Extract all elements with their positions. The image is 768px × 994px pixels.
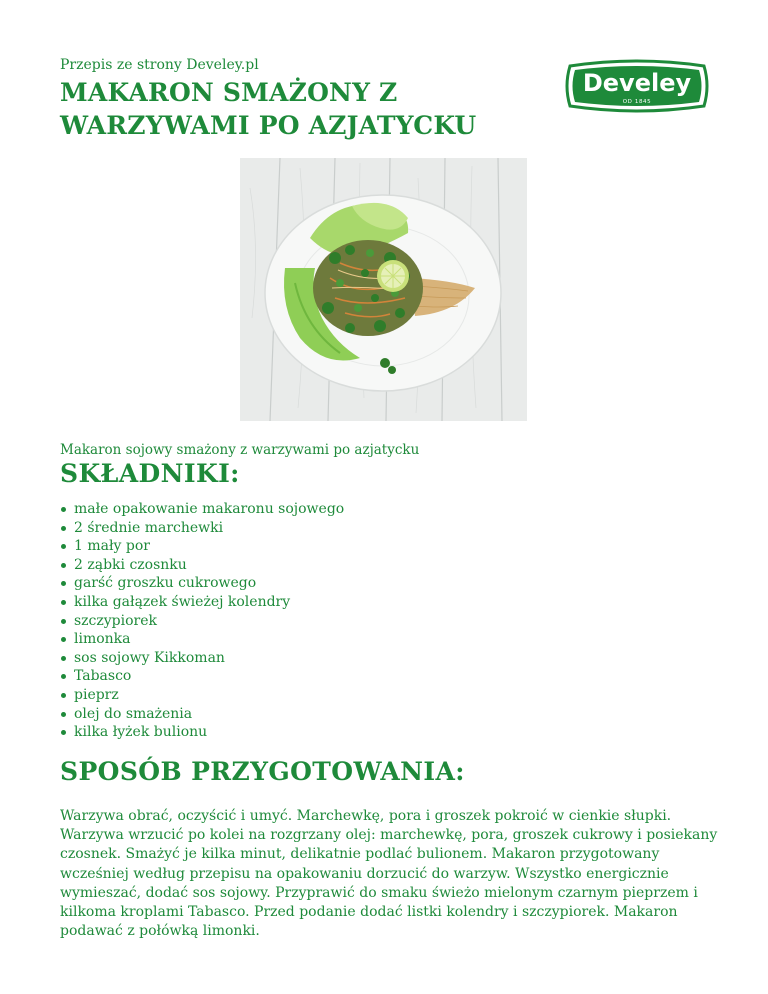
list-item (60, 686, 344, 705)
ingredient-text: małe opakowanie makaronu sojowego (74, 501, 345, 517)
ingredient-text: olej do smażenia (74, 705, 193, 722)
list-item (60, 574, 344, 593)
bullet-icon (61, 544, 66, 549)
logo-brand-text: Develey (582, 69, 692, 97)
list-item (60, 500, 344, 519)
ingredient-text: limonka (74, 631, 131, 648)
method-heading: SPOSÓB PRZYGOTOWANIA: (60, 757, 465, 786)
bullet-icon (61, 656, 66, 661)
bullet-icon (61, 581, 66, 586)
bullet-icon (61, 637, 66, 642)
ingredient-text: kilka gałązek świeżej kolendry (74, 593, 291, 610)
bullet-icon (61, 693, 66, 698)
list-item (60, 593, 344, 612)
ingredient-text: 2 ząbki czosnku (74, 556, 187, 573)
ingredient-text: 2 średnie marchewki (74, 519, 224, 536)
ingredients-heading: SKŁADNIKI: (60, 459, 240, 488)
bullet-icon (61, 600, 66, 605)
dish-photo (240, 158, 527, 421)
list-item (60, 556, 344, 575)
recipe-title: MAKARON SMAŻONY Z WARZYWAMI PO AZJATYCKU (60, 78, 477, 140)
photo-caption: Makaron sojowy smażony z warzywami po azjatycku (60, 442, 420, 458)
list-item (60, 649, 344, 668)
ingredient-text: garść groszku cukrowego (74, 575, 257, 592)
list-item (60, 537, 344, 556)
develey-logo (564, 58, 710, 114)
bullet-icon (61, 712, 66, 717)
logo-tagline-text: OD 1845 (622, 99, 652, 105)
list-item (60, 519, 344, 538)
ingredient-text: 1 mały por (74, 538, 150, 555)
list-item (60, 667, 344, 686)
bullet-icon (61, 507, 66, 512)
ingredient-text: szczypiorek (74, 612, 158, 629)
list-item (60, 630, 344, 649)
ingredient-text: sos sojowy Kikkoman (74, 649, 225, 666)
source-line: Przepis ze strony Develey.pl (60, 57, 259, 73)
bullet-icon (61, 674, 66, 679)
list-item (60, 612, 344, 631)
ingredients-list (60, 500, 344, 742)
bullet-icon (61, 619, 66, 624)
list-item (60, 723, 344, 742)
bullet-icon (61, 730, 66, 735)
method-text: Warzywa obrać, oczyścić i umyć. Marchewkę, pora i groszek pokroić w cienkie słupki. Warzywa wrzucić po kolei na rozgrzany olej: marchewkę, pora, groszek cukrowy i posiekany czosnek. Smażyć je kilka minut, delikatnie podlać bulionem. Makaron przygotowany wcześniej według przepisu na opakowaniu dorzucić do warzyw. Wszystko energicznie wymieszać, dodać sos sojowy. Przyprawić do smaku świeżo mielonym czarnym pieprzem i kilkoma kroplami Tabasco. Przed podanie dodać listki kolendry i szczypiorek. Makaron podawać z połówką limonki. (60, 808, 718, 940)
ingredient-text: kilka łyżek bulionu (74, 724, 208, 741)
ingredient-text: Tabasco (74, 668, 132, 685)
bullet-icon (61, 526, 66, 531)
list-item (60, 705, 344, 724)
bullet-icon (61, 563, 66, 568)
ingredient-text: pieprz (74, 686, 119, 703)
